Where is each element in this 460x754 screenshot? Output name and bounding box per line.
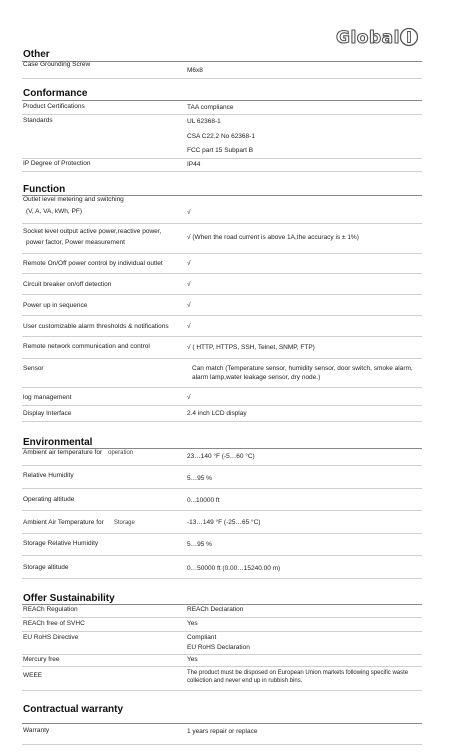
- spec-label: [23, 519, 135, 528]
- global-logo: [336, 26, 420, 48]
- divider: [22, 617, 422, 618]
- check-mark: √: [187, 281, 191, 288]
- divider: [22, 723, 422, 724]
- divider: [22, 533, 422, 534]
- spec-value: √ ( HTTP, HTTPS, SSH, Telnet, SNMP, FTP): [187, 344, 315, 351]
- spec-value: REACh Declaration: [187, 606, 244, 613]
- spec-label: Relative Humidity: [23, 472, 74, 479]
- check-mark: √: [187, 323, 191, 330]
- divider: [22, 171, 422, 172]
- spec-label-text: Ambient Air Temperature for: [23, 519, 104, 526]
- spec-value: Compliant: [187, 634, 217, 641]
- spec-label: WEEE: [23, 672, 43, 679]
- spec-label: Storage Relative Humidity: [23, 540, 99, 547]
- divider: [22, 294, 422, 295]
- divider: [22, 631, 422, 632]
- spec-label: User customizable alarm thresholds & notifications: [23, 323, 169, 330]
- divider: [22, 510, 422, 511]
- spec-label: EU RoHS Directive: [23, 634, 79, 641]
- divider: [22, 114, 422, 115]
- logo-text: Global: [336, 28, 400, 48]
- spec-value: M6x8: [187, 67, 203, 74]
- spec-value: The product must be disposed on European Union markets following specific waste collection and never end up in rubbish bins.: [187, 670, 409, 685]
- spec-label: Case Grounding Screw: [23, 61, 91, 68]
- divider: [22, 555, 422, 556]
- spec-label: Remote On/Off power control by individual outlet: [23, 260, 163, 267]
- divider: [22, 315, 422, 316]
- check-mark: √: [187, 394, 191, 401]
- divider: [22, 100, 422, 101]
- check-mark: √: [187, 302, 191, 309]
- divider: [22, 387, 422, 388]
- spec-label: (V, A, VA, kWh, PF): [26, 208, 82, 215]
- spec-label: IP Degree of Protection: [23, 160, 91, 167]
- spec-value: EU RoHS Declaration: [187, 644, 250, 651]
- section-title-environmental: Environmental: [23, 437, 93, 448]
- spec-label: log management: [23, 394, 72, 401]
- divider: [22, 654, 422, 655]
- divider: [22, 421, 422, 422]
- spec-value: 5…95 %: [187, 475, 212, 482]
- divider: [22, 273, 422, 274]
- logo-bar-icon: [408, 32, 411, 43]
- spec-value: Yes: [187, 656, 198, 663]
- spec-label: Display Interface: [23, 410, 72, 417]
- spec-label: Warranty: [23, 727, 50, 734]
- spec-label: Sensor: [23, 365, 44, 372]
- spec-label-sub: Storage: [113, 520, 135, 526]
- spec-value: 5…95 %: [187, 541, 212, 548]
- spec-label: Product Certifications: [23, 103, 85, 110]
- spec-value: 23…140 °F (-5…60 °C): [187, 453, 255, 460]
- spec-value: 2.4 inch LCD display: [187, 410, 247, 417]
- spec-label-text: Ambient air temperature for: [23, 449, 103, 456]
- spec-label: REACh Regulation: [23, 606, 78, 613]
- section-title-function: Function: [23, 184, 66, 195]
- divider: [22, 336, 422, 337]
- divider: [22, 744, 422, 745]
- spec-label: [23, 449, 133, 458]
- spec-label: Standards: [23, 117, 53, 124]
- divider: [22, 666, 422, 667]
- spec-value: 0...10000 ft: [187, 497, 220, 504]
- divider: [22, 405, 422, 406]
- check-mark: √: [187, 209, 191, 216]
- spec-label: Mercury free: [23, 656, 60, 663]
- spec-value: 1 years repair or replace: [187, 728, 258, 735]
- section-title-sustainability: Offer Sustainability: [23, 593, 115, 604]
- spec-value: Yes: [187, 620, 198, 627]
- spec-label: power factor, Power measurement: [26, 239, 125, 246]
- divider: [22, 488, 422, 489]
- divider: [22, 78, 422, 79]
- spec-label: Outlet level metering and switching: [23, 196, 124, 203]
- spec-value: IP44: [187, 161, 201, 168]
- spec-value: Can match (Temperature sensor, humidity sensor, door switch, smoke alarm, alarm lamp,water leakage sensor, dry node.): [192, 365, 413, 382]
- divider: [22, 578, 422, 579]
- spec-value: 0…50000 ft (0.00…15240.00 m): [187, 565, 281, 572]
- spec-label-sub: operation: [108, 450, 134, 456]
- check-mark: √: [187, 260, 191, 267]
- section-title-warranty: Contractual warranty: [23, 704, 124, 715]
- divider: [22, 358, 422, 359]
- section-title-conformance: Conformance: [23, 88, 88, 99]
- divider: [22, 253, 422, 254]
- spec-value: TAA compliance: [187, 104, 234, 111]
- divider: [22, 158, 422, 159]
- spec-label: REACh free of SVHC: [23, 620, 85, 627]
- spec-value: √ (When the road current is above 1A,the accuracy is ± 1%): [187, 234, 359, 241]
- divider: [22, 465, 422, 466]
- divider: [22, 690, 422, 691]
- spec-value: FCC part 15 Subpart B: [187, 147, 254, 154]
- spec-label: Operating altitude: [23, 496, 75, 503]
- spec-value: UL 62368-1: [187, 118, 221, 125]
- spec-value: -13…149 °F (-25…65 °C): [187, 519, 261, 526]
- section-title-other: Other: [23, 49, 50, 60]
- spec-label: Power up in sequence: [23, 302, 88, 309]
- divider: [22, 223, 422, 224]
- spec-label: Socket level output active power,reactive power,: [23, 228, 162, 235]
- spec-label: Storage altitude: [23, 564, 69, 571]
- spec-value: CSA C22.2 No 62368-1: [187, 133, 255, 140]
- spec-label: Circuit breaker on/off detection: [23, 281, 112, 288]
- spec-label: Remote network communication and control: [23, 343, 150, 350]
